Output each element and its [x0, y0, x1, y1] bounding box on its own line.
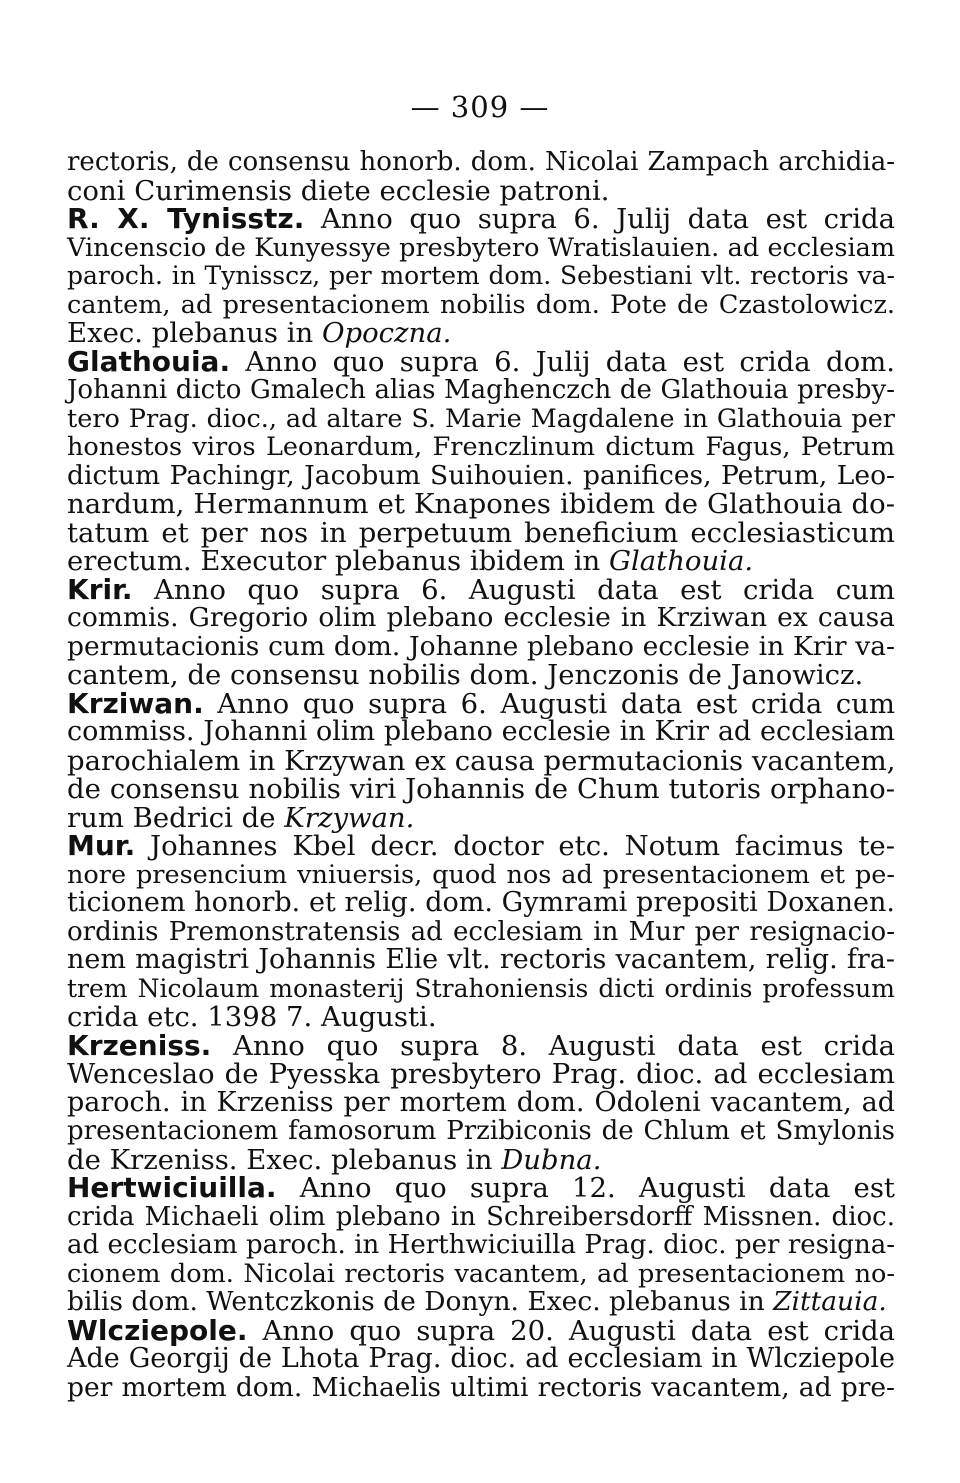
text-line: [67, 148, 895, 177]
line-text: rum Bedrici de: [67, 801, 285, 834]
line-text: Anno quo supra 20. Augusti data est crida: [247, 1314, 895, 1347]
text-line: [67, 975, 895, 1004]
line-text: cionem dom. Nicolai rectoris vacantem, ad presentacionem no-: [67, 1258, 895, 1289]
text-line: [67, 829, 895, 862]
line-text: coni Curimensis diete ecclesie patroni.: [67, 174, 610, 207]
line-text: permutacionis cum dom. Johanne plebano ecclesie in Krir va-: [67, 630, 895, 662]
entry-heading: Mur.: [67, 829, 136, 862]
line-text: ordinis Premonstratensis ad ecclesiam in Mur per resignacio-: [67, 916, 895, 947]
line-text: nem magistri Johannis Elie vlt. rectoris vacantem, relig. fra-: [67, 944, 895, 975]
line-text: commis. Gregorio olim plebano ecclesie in Krziwan ex causa: [67, 602, 895, 633]
text-line: [67, 1086, 895, 1118]
text-line: [67, 405, 895, 434]
line-text: Johannes Kbel decr. doctor etc. Notum facimus te-: [135, 830, 895, 862]
text-line: [67, 1288, 895, 1317]
text-line: [67, 1171, 895, 1204]
text-line: [67, 291, 895, 320]
line-text: bilis dom. Wentczkonis de Donyn. Exec. plebanus in: [67, 1286, 774, 1317]
line-text: honestos viros Leonardum, Frenczlinum dictum Fagus, Petrum: [67, 432, 895, 462]
line-text: Ade Georgij de Lhota Prag. dioc. ad ecclesiam in Wlcziepole: [67, 1343, 895, 1374]
line-text: Anno quo supra 6. Augusti data est crida cum: [203, 687, 895, 720]
line-text: rectoris, de consensu honorb. dom. Nicolai Zampach archidia-: [67, 147, 895, 177]
text-line: [67, 433, 895, 462]
text-line: [67, 630, 895, 662]
line-text: nardum, Hermannum et Knapones ibidem de Glathouia do-: [67, 488, 895, 520]
italic-place-name: Glathouia.: [608, 545, 754, 577]
text-line: [67, 918, 895, 947]
line-text: Anno quo supra 6. Julij data est crida: [304, 203, 895, 235]
page-number: — 309 —: [410, 90, 550, 124]
entry-heading: Krziwan.: [67, 686, 204, 720]
line-text: paroch. in Tynisscz, per mortem dom. Sebestiani vlt. rectoris va-: [67, 261, 895, 290]
text-line: [67, 686, 895, 720]
text-line: [67, 1143, 895, 1176]
text-line: [67, 1003, 895, 1032]
line-text: Vincenscio de Kunyessye presbytero Wratislauien. ad ecclesiam: [67, 232, 895, 263]
text-line: [67, 234, 895, 263]
line-text: Anno quo supra 8. Augusti data est crida: [211, 1029, 895, 1062]
text-line: [67, 889, 895, 918]
line-text: Johanni dicto Gmalech alias Maghenczch de Glathouia presby-: [67, 375, 895, 405]
line-text: per mortem dom. Michaelis ultimi rectoris vacantem, ad pre-: [67, 1371, 895, 1403]
line-text: presentacionem famosorum Przibiconis de Chlum et Smylonis: [67, 1116, 895, 1146]
line-text: crida Michaeli olim plebano in Schreibersdorff Missnen. dioc.: [67, 1201, 895, 1232]
text-line: [67, 946, 895, 975]
line-text: nore presencium vniuersis, quod nos ad presentacionem et pe-: [67, 859, 895, 890]
text-line: [67, 775, 895, 804]
text-line: [67, 572, 895, 606]
line-text: paroch. in Krzeniss per mortem dom. Odoleni vacantem, ad: [67, 1086, 895, 1118]
text-line: [67, 1371, 895, 1403]
line-text: de consensu nobilis viri Johannis de Chum tutoris orphano-: [67, 773, 895, 805]
text-line: [67, 718, 895, 747]
entry-heading: R. X. Tynisstz.: [67, 202, 305, 235]
text-line: [67, 459, 895, 491]
italic-place-name: Opoczna.: [321, 317, 452, 349]
text-line: [67, 801, 895, 834]
entry-heading: Krir.: [67, 572, 133, 606]
text-line: [67, 1060, 895, 1089]
text-line: [67, 516, 895, 549]
line-text: Anno quo supra 6. Augusti data est crida cum: [132, 573, 895, 606]
text-line: [67, 861, 895, 890]
line-text: Exec. plebanus in: [67, 317, 322, 349]
entry-heading: Hertwiciuilla.: [67, 1171, 277, 1204]
line-text: de Krzeniss. Exec. plebanus in: [67, 1143, 502, 1176]
line-text: tatum et per nos in perpetuum beneficium ecclesiasticum: [67, 516, 895, 549]
line-text: cantem, ad presentacionem nobilis dom. Pote de Czastolowicz.: [67, 289, 895, 320]
text-line: [67, 1260, 895, 1289]
text-line: [67, 1345, 895, 1374]
entry-heading: Krzeniss.: [67, 1028, 212, 1062]
text-line: [67, 1203, 895, 1232]
text-line: [67, 376, 895, 405]
line-text: tero Prag. dioc., ad altare S. Marie Magdalene in Glathouia per: [67, 403, 895, 434]
line-text: parochialem in Krzywan ex causa permutacionis vacantem,: [67, 744, 896, 777]
text-line: [67, 744, 896, 777]
entry-heading: Glathouia.: [67, 344, 231, 378]
text-line: [67, 174, 895, 207]
italic-place-name: Krzywan.: [284, 801, 415, 834]
text-line: [67, 1313, 895, 1347]
text-line: [67, 262, 895, 291]
text-line: [67, 1231, 895, 1260]
line-text: crida etc. 1398 7. Augusti.: [67, 1001, 437, 1033]
text-line: [67, 604, 895, 633]
text-line: [67, 202, 895, 235]
line-text: ad ecclesiam paroch. in Herthwiciuilla Prag. dioc. per resigna-: [67, 1230, 895, 1260]
line-text: trem Nicolaum monasterij Strahoniensis dicti ordinis professum: [67, 973, 895, 1003]
line-text: dictum Pachingr, Jacobum Suihouien. panifices, Petrum, Leo-: [67, 459, 895, 491]
text-line: [67, 319, 895, 348]
text-line: [67, 661, 895, 690]
text-line: [67, 547, 895, 576]
line-text: cantem, de consensu nobilis dom. Jenczonis de Janowicz.: [67, 659, 864, 691]
body-text: [67, 148, 895, 1402]
line-text: ticionem honorb. et relig. dom. Gymrami prepositi Doxanen.: [67, 887, 895, 918]
text-line: [67, 344, 895, 378]
line-text: Anno quo supra 6. Julij data est crida dom.: [230, 345, 895, 378]
line-text: Anno quo supra 12. Augusti data est: [276, 1172, 895, 1204]
line-text: commiss. Johanni olim plebano ecclesie in Krir ad ecclesiam: [67, 716, 895, 747]
text-line: [67, 1117, 895, 1146]
text-line: [67, 490, 895, 519]
entry-heading: Wlcziepole.: [67, 1313, 248, 1347]
italic-place-name: Dubna.: [501, 1143, 602, 1176]
text-line: [67, 1028, 895, 1062]
italic-place-name: Zittauia.: [773, 1286, 887, 1317]
line-text: Wenceslao de Pyesska presbytero Prag. dioc. ad ecclesiam: [67, 1058, 895, 1090]
line-text: erectum. Executor plebanus ibidem in: [67, 545, 609, 577]
